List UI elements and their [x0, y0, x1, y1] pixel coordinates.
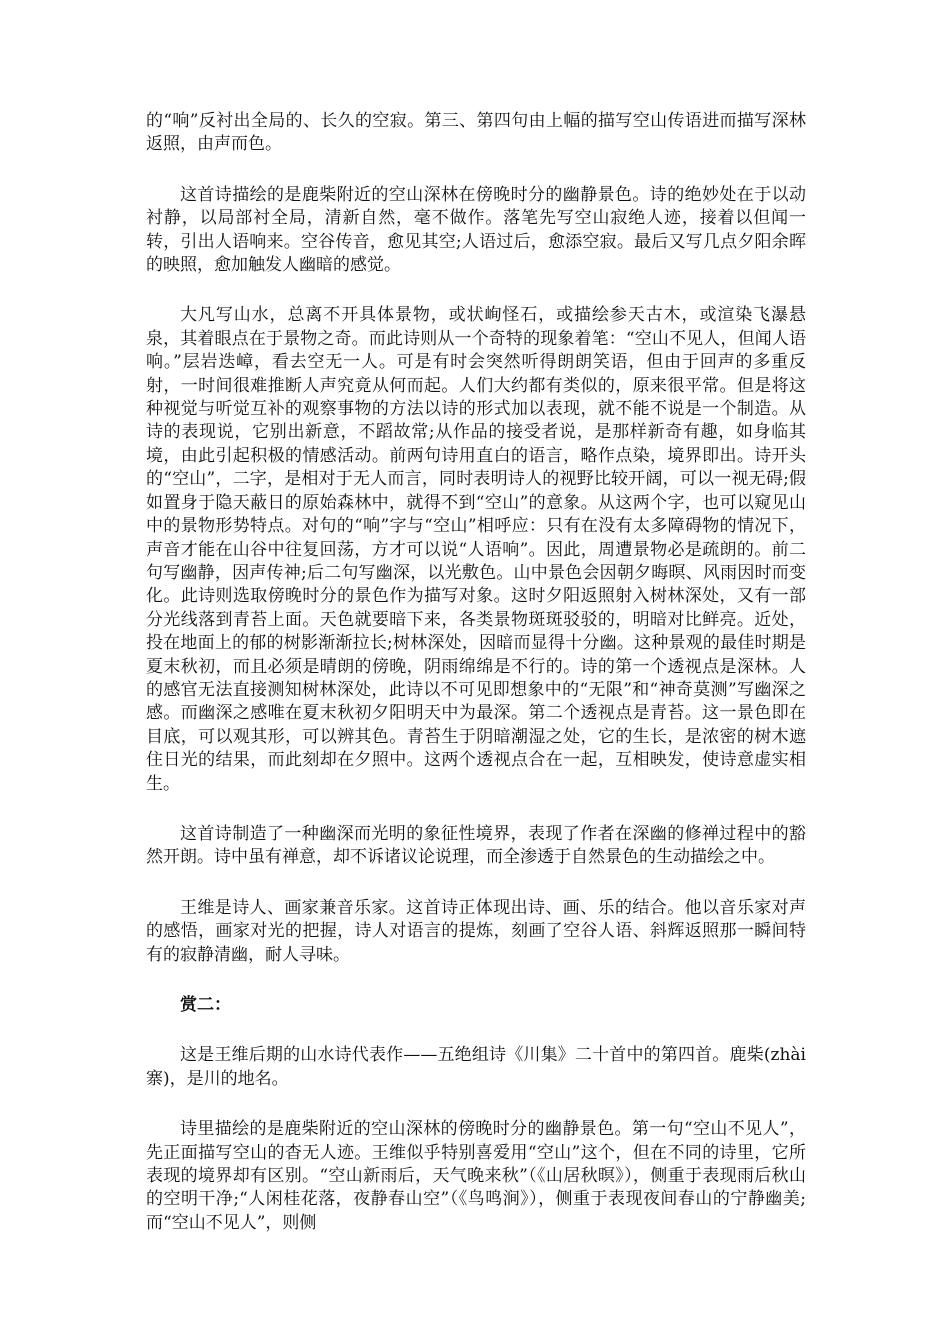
- paragraph: 王维是诗人、画家兼音乐家。这首诗正体现出诗、画、乐的结合。他以音乐家对声的感悟，画家对光的把握，诗人对语言的提炼，刻画了空谷人语、斜辉返照那一瞬间特有的寂静清幽，耐人寻味。: [146, 897, 806, 965]
- paragraph-continuation: 的“响”反衬出全局的、长久的空寂。第三、第四句由上幅的描写空山传语进而描写深林返照，由声而色。: [146, 111, 806, 155]
- paragraph: 诗里描绘的是鹿柴附近的空山深林的傍晚时分的幽静景色。第一句“空山不见人”，先正面描写空山的杳无人迹。王维似乎特别喜爱用“空山”这个，但在不同的诗里，它所表现的境界却有区别。“空山新雨后，天气晚来秋”（《山居秋暝》），侧重于表现雨后秋山的空明干净;“人闲桂花落，夜静春山空”（《鸟鸣涧》），侧重于表现夜间春山的宁静幽美;而“空山不见人”，则侧: [146, 1119, 806, 1233]
- section-heading: 赏二：: [180, 995, 231, 1015]
- paragraph: 这首诗描绘的是鹿柴附近的空山深林在傍晚时分的幽静景色。诗的绝妙处在于以动衬静，以局部衬全局，清新自然，毫不做作。落笔先写空山寂绝人迹，接着以但闻一转，引出人语响来。空谷传音，愈见其空;人语过后，愈添空寂。最后又写几点夕阳余晖的映照，愈加触发人幽暗的感觉。: [146, 184, 806, 276]
- document-page: [146, 110, 806, 1262]
- paragraph: 这首诗制造了一种幽深而光明的象征性境界，表现了作者在深幽的修禅过程中的豁然开朗。诗中虽有禅意，却不诉诸议论说理，而全渗透于自然景色的生动描绘之中。: [146, 823, 806, 868]
- paragraph: 大凡写山水，总离不开具体景物，或状峋怪石，或描绘参天古木，或渲染飞瀑悬泉，其着眼点在于景物之奇。而此诗则从一个奇特的现象着笔：“空山不见人，但闻人语响。”层岩迭嶂，看去空无一人。可是有时会突然听得朗朗笑语，但由于回声的多重反射，一时间很难推断人声究竟从何而起。人们大约都有类似的，原来很平常。但是将这种视觉与听觉互补的观察事物的方法以诗的形式加以表现，就不能不说是一个制造。从诗的表现说，它别出新意，不蹈故常;从作品的接受者说，是那样新奇有趣，如身临其境，由此引起积极的情感活动。前两句诗用直白的语言，略作点染，境界即出。诗开头的“空山”，二字，是相对于无人而言，同时表明诗人的视野比较开阔，可以一视无碍;假如置身于隐天蔽日的原始森林中，就得不到“空山”的意象。从这两个字，也可以窥见山中的景物形势特点。对句的“响”字与“空山”相呼应：只有在没有太多障碍物的情况下，声音才能在山谷中往复回荡，方才可以说“人语响”。因此，周遭景物必是疏朗的。前二句写幽静，因声传神;后二句写幽深，以光敷色。山中景色会因朝夕晦暝、风雨因时而变化。此诗则选取傍晚时分的景色作为描写对象。这时夕阳返照射入树林深处，又有一部分光线落到青苔上面。天色就要暗下来，各类景物斑斑驳驳的，明暗对比鲜亮。近处，投在地面上的郁的树影渐渐拉长;树林深处，因暗而显得十分幽。这种景观的最佳时期是夏末秋初，而且必须是晴朗的傍晚，阴雨绵绵是不行的。诗的第一个透视点是深林。人的感官无法直接测知树林深处，此诗以不可见即想象中的“无限”和“神奇莫测”写幽深之感。而幽深之感唯在夏末秋初夕阳明天中为最深。第二个透视点是青苔。这一景色即在目底，可以观其形，可以辨其色。青苔生于阴暗潮湿之处，它的生长，是浓密的树木遮住日光的结果，而此刻却在夕照中。这两个透视点合在一起，互相映发，使诗意虚实相生。: [146, 305, 806, 794]
- paragraph: 这是王维后期的山水诗代表作——五绝组诗《川集》二十首中的第四首。鹿柴(zhài 寨)，是川的地名。: [146, 1045, 806, 1089]
